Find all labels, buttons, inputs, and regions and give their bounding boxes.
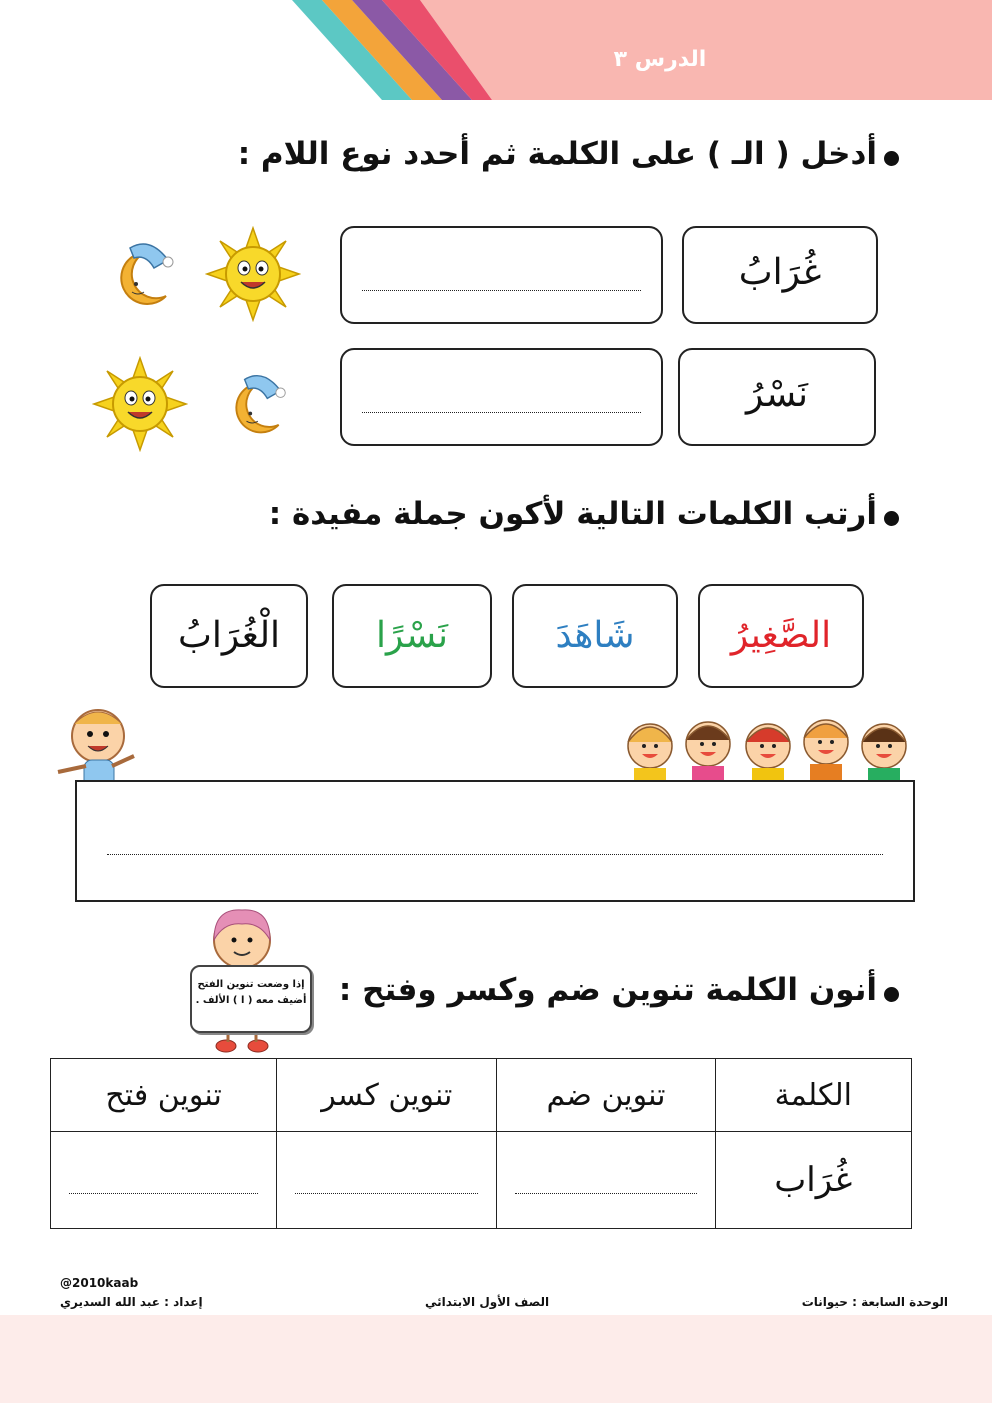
table-cell-fatha-answer[interactable] bbox=[51, 1132, 277, 1229]
table-header-word: الكلمة bbox=[715, 1059, 911, 1132]
moon-icon[interactable] bbox=[220, 370, 290, 440]
answer-box-1[interactable] bbox=[340, 226, 663, 324]
footer-handle: @2010kaab bbox=[60, 1276, 139, 1290]
word-box-1 bbox=[682, 226, 878, 324]
sun-icon[interactable] bbox=[205, 226, 301, 322]
word-card-text: الْغُرَابُ bbox=[177, 615, 281, 656]
word-card-3[interactable] bbox=[332, 584, 492, 688]
bullet-3 bbox=[884, 987, 899, 1002]
table-header-damma: تنوين ضم bbox=[497, 1059, 715, 1132]
answer-line bbox=[362, 290, 641, 291]
footer-author: إعداد : عبد الله السديري bbox=[60, 1295, 203, 1309]
footer-grade: الصف الأول الابتدائي bbox=[425, 1295, 550, 1309]
section2-heading: أرتب الكلمات التالية لأكون جملة مفيدة : bbox=[268, 496, 877, 532]
note-line-1: إذا وضعت تنوين الفتح bbox=[197, 979, 305, 990]
table-header-row bbox=[51, 1059, 912, 1132]
sentence-answer-box[interactable] bbox=[75, 780, 915, 902]
tanween-note bbox=[190, 965, 312, 1033]
table-header-kasra: تنوين كسر bbox=[277, 1059, 497, 1132]
bullet-1 bbox=[884, 151, 899, 166]
section3-heading: أنون الكلمة تنوين ضم وكسر وفتح : bbox=[338, 972, 877, 1008]
note-line-2: أضيف معه ( ا ) الألف . bbox=[195, 995, 307, 1006]
tanween-table bbox=[50, 1058, 912, 1229]
table-header-fatha: تنوين فتح bbox=[51, 1059, 277, 1132]
footer-unit: الوحدة السابعة : حيوانات bbox=[801, 1295, 948, 1309]
word-card-text: الصَّغِيرُ bbox=[730, 615, 832, 656]
kids-group-illustration bbox=[620, 712, 920, 784]
word-card-text: شَاهَدَ bbox=[555, 615, 635, 656]
answer-box-2[interactable] bbox=[340, 348, 663, 446]
table-cell-damma-answer[interactable] bbox=[497, 1132, 715, 1229]
lesson-title: الدرس ٣ bbox=[613, 47, 707, 72]
word-card-text: نَسْرًا bbox=[376, 615, 448, 656]
moon-icon[interactable] bbox=[106, 238, 176, 312]
bullet-2 bbox=[884, 511, 899, 526]
table-row bbox=[51, 1132, 912, 1229]
table-cell-kasra-answer[interactable] bbox=[277, 1132, 497, 1229]
word-box-2 bbox=[678, 348, 876, 446]
table-cell-word: غُرَاب bbox=[715, 1132, 911, 1229]
word-card-2[interactable] bbox=[512, 584, 678, 688]
word-card-1[interactable] bbox=[698, 584, 864, 688]
word-1: غُرَابُ bbox=[738, 252, 822, 293]
answer-line bbox=[107, 854, 883, 855]
header-banner bbox=[0, 0, 992, 100]
section1-heading: أدخل ( الـ ) على الكلمة ثم أحدد نوع اللام : bbox=[237, 136, 877, 172]
word-2: نَسْرُ bbox=[746, 374, 808, 415]
sun-icon[interactable] bbox=[92, 356, 188, 452]
word-card-4[interactable] bbox=[150, 584, 308, 688]
answer-line bbox=[362, 412, 641, 413]
footer-band bbox=[0, 1315, 992, 1403]
